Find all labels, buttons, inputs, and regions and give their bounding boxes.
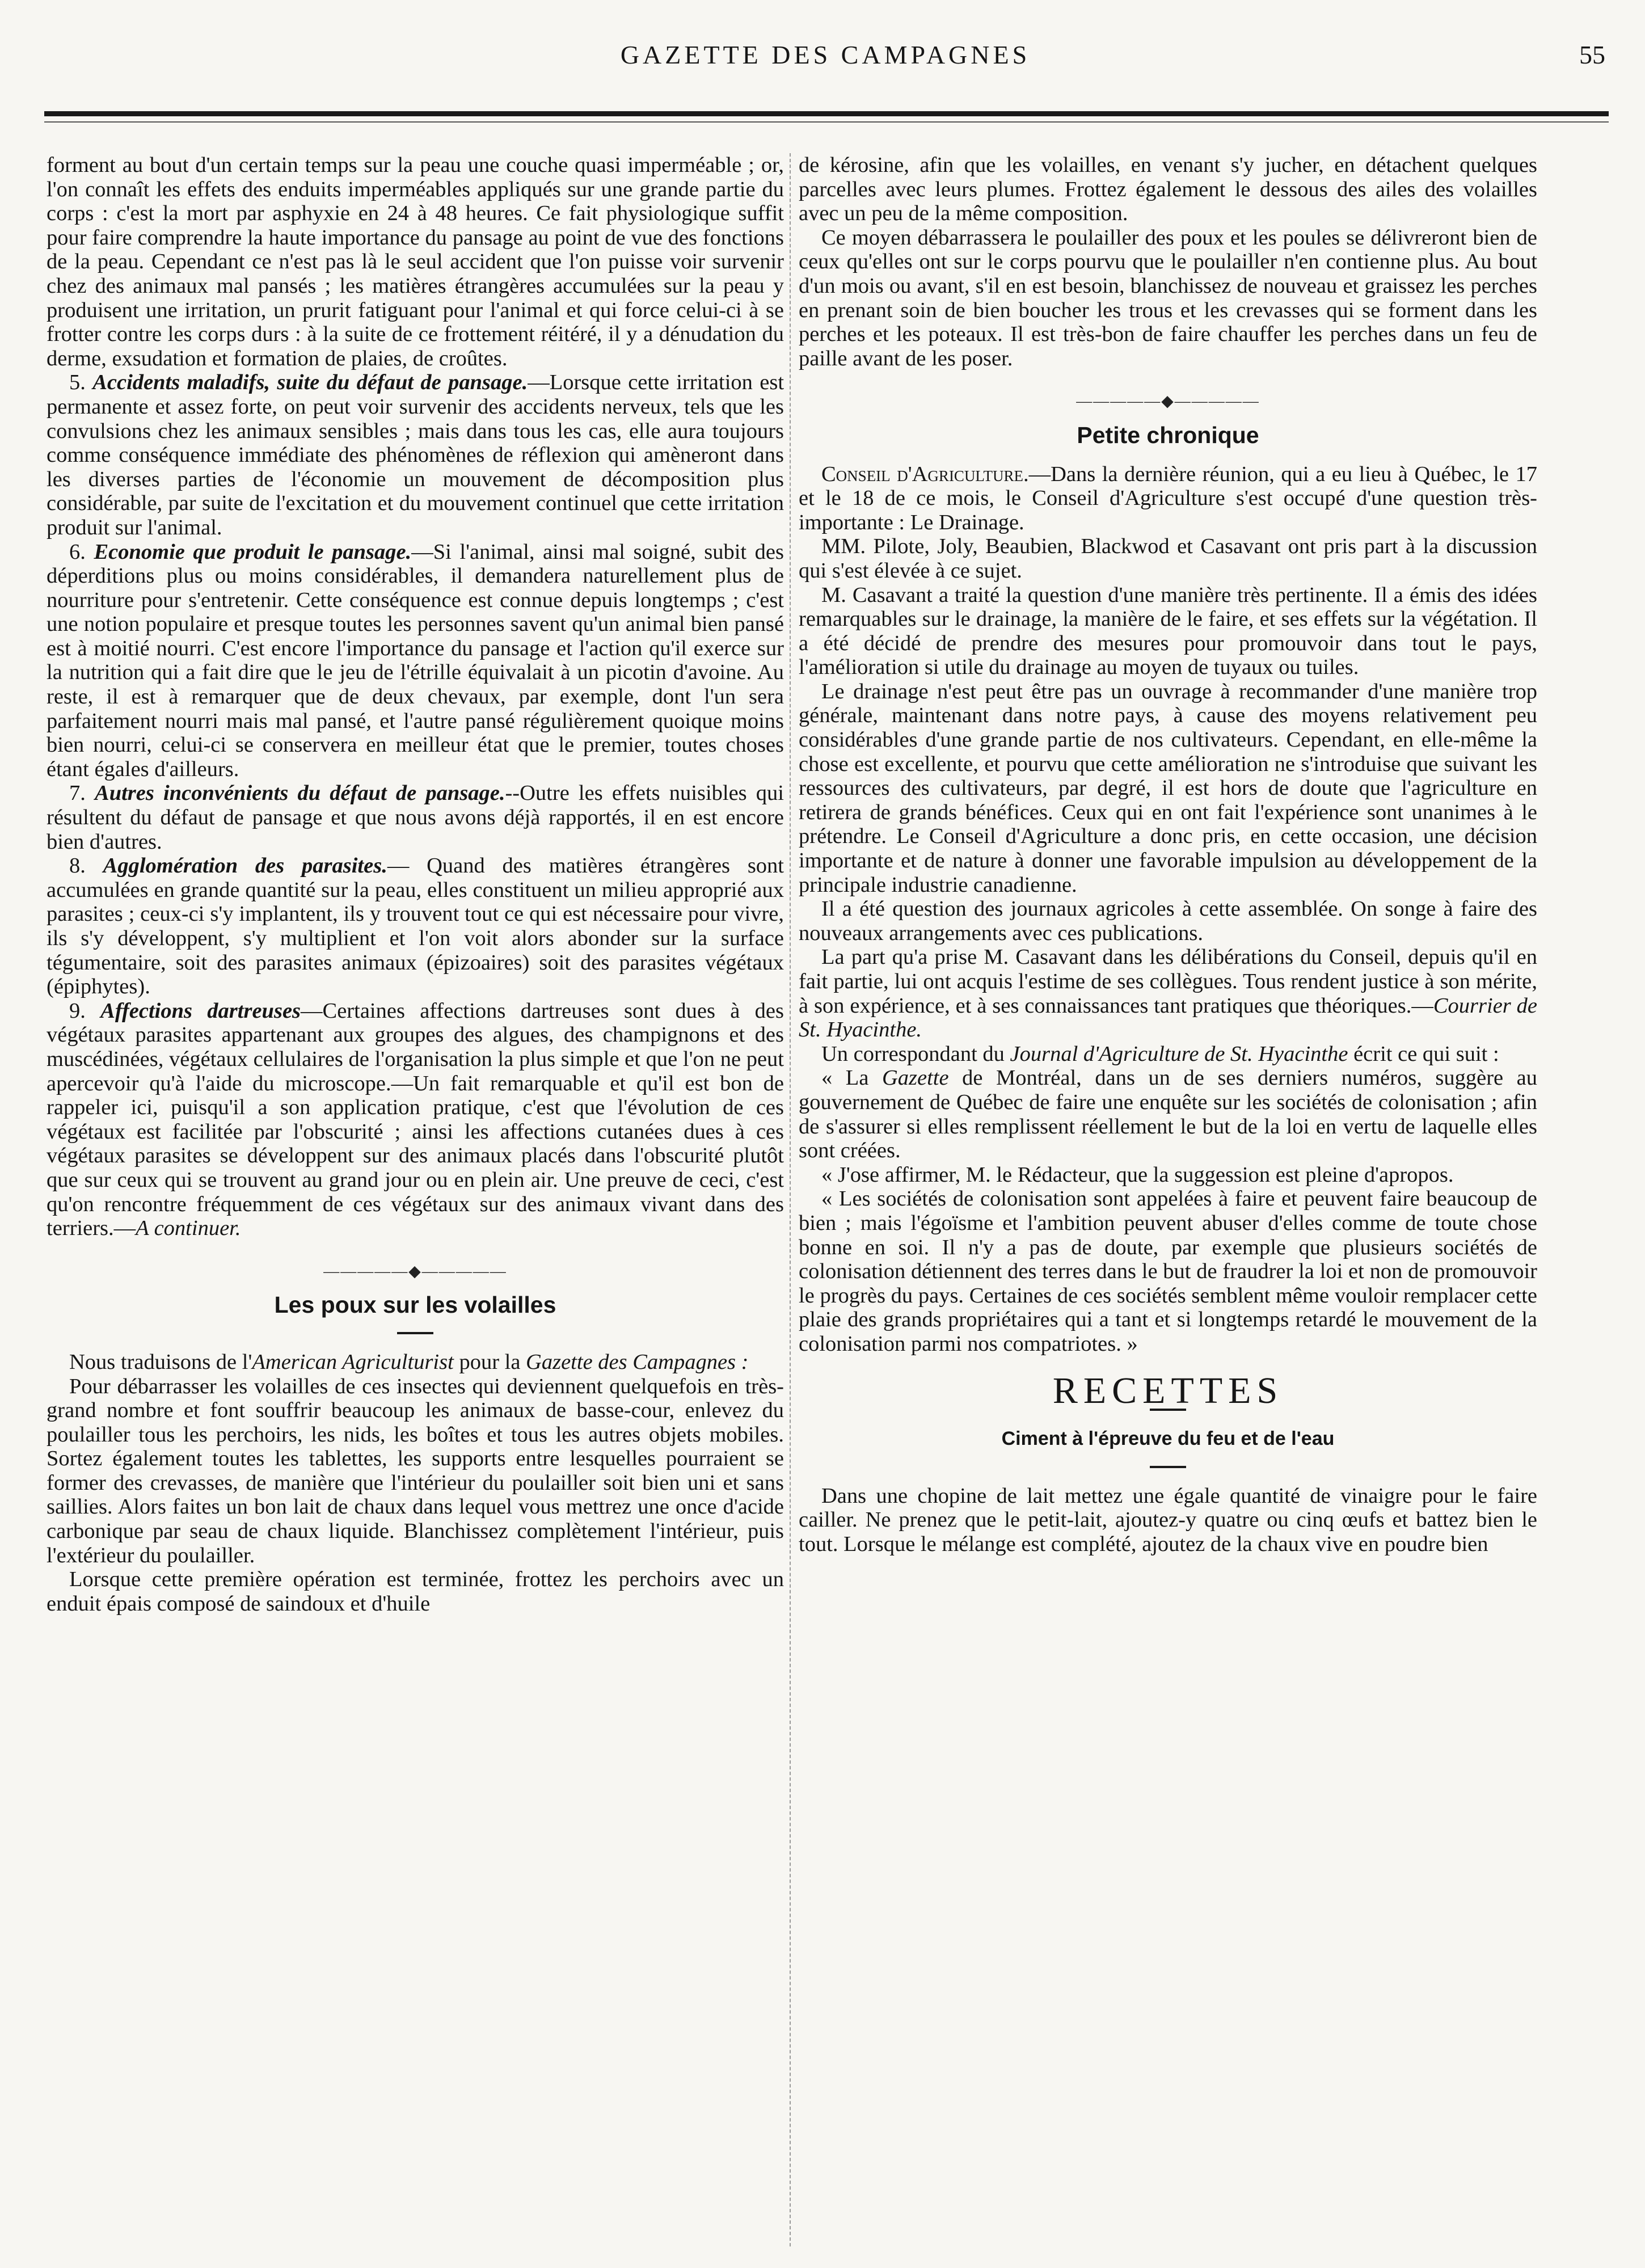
paragraph-number: 6.: [69, 539, 86, 564]
recipe-paragraph: Dans une chopine de lait mettez une égale quantité de vinaigre pour le faire cailler. Ne prenez que le petit-lait, ajoutez-y quatre ou cinq œufs et battez bien le tout. Lorsque le mélange est complété, ajoutez de la chaux vive en poudre bien: [799, 1483, 1537, 1556]
article-paragraph: de kérosine, afin que les volailles, en venant s'y jucher, en détachent quelques parcelles avec leurs plumes. Frottez également le dessous des ailes des volailles avec un peu de la même composition.: [799, 153, 1537, 226]
page-number: 55: [1579, 40, 1605, 69]
paragraph-body: —Lorsque cette irritation est permanente et assez forte, on peut voir survenir des accidents nerveux, tels que les convulsions chez les animaux sensibles ; mais dans tous les cas, elle aura toujours comme conséquence immédiate des phénomènes de réflexion qui amèneront dans les diverses parties de l'économie un mouvement de décomposition plus considérable, par suite de l'excitation et du mouvement continuel que cette irritation produit sur l'animal.: [47, 370, 784, 539]
publication-title: GAZETTE DES CAMPAGNES: [620, 40, 1031, 69]
paragraph-body: —Certaines affections dartreuses sont dues à des végétaux parasites appartenant aux groupes des algues, des champignons et des muscédinées, végétaux cellulaires de l'organisation la plus simple et que l'on ne peut apercevoir qu'à l'aide du microscope.—Un fait remarquable et qu'il est bon de rappeler ici, puisqu'il a son application pratique, c'est que l'évolution de ces végétaux est facilitée par l'obscurité ; ainsi les affections cutanées dues à ces végétaux parasites se développent sur des animaux placés dans l'obscurité plutôt que sur ceux qui se trouvent au grand jour ou en plein air. Une preuve de ceci, c'est qu'on rencontre fréquemment de ces végétaux sur des animaux vivant dans des terriers.—: [47, 998, 784, 1241]
section-title-poux: Les poux sur les volailles: [274, 1292, 556, 1318]
article-paragraph: forment au bout d'un certain temps sur la peau une couche quasi imperméable ; or, l'on connaît les effets des enduits imperméables appliqués sur une grande partie du corps : c'est la mort par asphyxie en 24 à 48 heures. Ce fait physiologique suffit pour faire comprendre la haute importance du pansage au point de vue des fonctions de la peau. Cependant ce n'est pas là le seul accident que l'on puisse voir survenir chez des animaux mal pansés ; les matières étrangères accumulées sur la peau y produisent une irritation, un prurit fatiguant pour l'animal et qui force celui-ci à se frotter contre les corps durs : à la suite de ce frottement réitéré, il y a dénudation du derme, exsudation et formation de plaies, de croûtes.: [47, 153, 784, 370]
article-paragraph: Pour débarrasser les volailles de ces insectes qui deviennent quelquefois en très-grand nombre et font souffrir beaucoup les animaux de basse-cour, enlevez du poulailler tous les perchoirs, les nids, les boîtes et tous les autres objets mobiles. Sortez également toutes les tablettes, les supports entre lesquelles pourraient se former des crevasses, de manière que l'intérieur du poulailler soit bien uni et sans saillies. Alors faites un bon lait de chaux dans lequel vous mettrez une once d'acide carbonique par seau de chaux liquide. Blanchissez complètement l'intérieur, puis l'extérieur du poulailler.: [47, 1374, 784, 1567]
paragraph-body: —Si l'animal, ainsi mal soigné, subit des déperditions plus ou moins considérables, il demandera naturellement plus de nourriture pour s'entretenir. Cette conséquence est connue depuis longtemps ; c'est une notion populaire et presque toutes les personnes savent qu'un animal bien pansé est à moitié nourri. C'est encore l'importance du pansage et l'action qu'il exerce sur la nutrition qui a fait dire que le jeu de l'étrille équivalait à un picotin d'avoine. Au reste, il est à remarquer que de deux chevaux, par exemple, dont l'un sera parfaitement nourri mais mal pansé, et l'autre pansé régulièrement quoique moins bien nourri, celui-ci se conservera en meilleur état que le premier, toutes choses étant égales d'ailleurs.: [47, 539, 784, 781]
text-run: « La: [821, 1066, 882, 1090]
chronicle-paragraph: Il a été question des journaux agricoles à cette assemblée. On songe à faire des nouveaux arrangements avec ces publications.: [799, 897, 1537, 945]
numbered-paragraph-6: [47, 540, 784, 782]
article-paragraph: [47, 1350, 784, 1375]
chronicle-paragraph: MM. Pilote, Joly, Beaubien, Blackwod et Casavant ont pris part à la discussion qui s'est élevée à ce sujet.: [799, 534, 1537, 583]
text-run: La part qu'a prise M. Casavant dans les délibérations du Conseil, depuis qu'il en fait partie, lui ont acquis l'estime de ses collègues. Tous rendent justice à son mérite, à son expérience, et à ses connaissances tant pratiques que théoriques.—: [799, 945, 1537, 1018]
numbered-paragraph-8: [47, 854, 784, 999]
running-head: [40, 40, 1611, 85]
text-run: —Dans la dernière réunion, qui a eu lieu à Québec, le 17 et le 18 de ce mois, le Conseil d'Agriculture s'est occupé d'une question très-importante : Le Drainage.: [799, 462, 1537, 534]
source-name: Gazette des Campagnes :: [526, 1350, 749, 1374]
chronicle-paragraph: [799, 1066, 1537, 1162]
left-column: [47, 153, 784, 2252]
source-name: Gazette: [881, 1066, 949, 1090]
right-column: [799, 153, 1537, 2252]
paragraph-title: Accidents maladifs, suite du défaut de pansage.: [92, 370, 528, 395]
chronicle-paragraph: [799, 1042, 1537, 1066]
source-name: American Agriculturist: [252, 1350, 454, 1374]
article-paragraph: Lorsque cette première opération est terminée, frottez les perchoirs avec un enduit épais composé de saindoux et d'huile: [47, 1567, 784, 1616]
paragraph-title: Economie que produit le pansage.: [94, 539, 412, 564]
chronicle-paragraph: [799, 462, 1537, 535]
text-run: écrit ce qui suit :: [1348, 1042, 1499, 1066]
text-run: Nous traduisons de l': [69, 1350, 252, 1374]
text-run: pour la: [453, 1350, 526, 1374]
title-rule: [1150, 1466, 1186, 1468]
column-divider: [790, 153, 791, 2246]
numbered-paragraph-7: [47, 781, 784, 854]
header-rule: [44, 111, 1609, 116]
section-ornament: —————◆—————: [323, 1262, 507, 1280]
chronicle-lead: Conseil d'Agriculture.: [821, 462, 1029, 486]
paragraph-title: Autres inconvénients du défaut de pansage.: [95, 781, 505, 806]
continuation-note: A continuer.: [136, 1216, 241, 1241]
chronicle-paragraph: « J'ose affirmer, M. le Rédacteur, que la suggession est pleine d'apropos.: [821, 1162, 1454, 1187]
paragraph-title: Agglomération des parasites.: [103, 854, 387, 878]
paragraph-body: — Quand des matières étrangères sont accumulées en grande quantité sur la peau, elles constituent un milieu approprié aux parasites ; ceux-ci s'y implantent, ils y trouvent tout ce qui est nécessaire pour vivre, ils s'y développent, s'y multiplient et l'on voit alors abonder sur la surface tégumentaire, soit des parasites animaux (épizoaires) soit des parasites végétaux (épiphytes).: [47, 854, 784, 999]
recipe-subtitle: Ciment à l'épreuve du feu et de l'eau: [1001, 1428, 1335, 1450]
section-title-chronique: Petite chronique: [1077, 421, 1259, 448]
paragraph-number: 8.: [69, 854, 86, 878]
source-name: Courrier de St. Hyacinthe.: [799, 993, 1537, 1042]
header-rule-thin: [44, 121, 1609, 123]
source-name: Journal d'Agriculture de St. Hyacinthe: [1010, 1042, 1348, 1066]
numbered-paragraph-9: [47, 999, 784, 1241]
paragraph-body: --Outre les effets nuisibles qui résultent du défaut de pansage et que nous avons déjà rapportés, il en est encore bien d'autres.: [47, 781, 784, 854]
section-ornament: —————◆—————: [1076, 393, 1260, 411]
chronicle-paragraph: M. Casavant a traité la question d'une manière très pertinente. Il a émis des idées remarquables sur le drainage, la manière de le faire, et ses effets sur la végétation. Il a été décidé de prendre des mesures pour promouvoir dans tout le pays, l'amélioration si utile du drainage au moyen de tuyaux ou tuiles.: [799, 583, 1537, 680]
paragraph-number: 9.: [69, 998, 86, 1023]
numbered-paragraph-5: [47, 370, 784, 539]
paragraph-number: 7.: [69, 781, 86, 806]
chronicle-paragraph: « Les sociétés de colonisation sont appelées à faire et peuvent faire beaucoup de bien ; mais l'égoïsme et l'ambition peuvent abuser d'elles comme de toute chose bonne en soi. Il n'y a pas de doute, par exemple que plusieurs sociétés de colonisation détiennent des terres dans le but de fraudrer la loi et non de promouvoir le progrès du pays. Certaines de ces sociétés semblent même vouloir remplacer cette plaie des grands propriétaires qui a tant et si longtemps retardé le mouvement de la colonisation parmi nos compatriotes. »: [799, 1187, 1537, 1356]
section-title-recettes: RECETTES: [1052, 1369, 1284, 1411]
text-run: Un correspondant du: [821, 1042, 1010, 1066]
paragraph-title: Affections dartreuses: [100, 998, 301, 1023]
title-rule: [397, 1332, 433, 1334]
article-paragraph: Ce moyen débarrassera le poulailler des poux et les poules se délivreront bien de ceux qu'elles ont sur le corps pourvu que le poulailler n'en contienne plus. Au bout d'un mois ou avant, s'il en est besoin, blanchissez de nouveau et graissez les perches en prenant soin de bien boucher les trous et les crevasses qui se forment dans les perches et les poteaux. Il est très-bon de faire chauffer les perches dans un feu de paille avant de les poser.: [799, 225, 1537, 370]
chronicle-paragraph: [799, 945, 1537, 1042]
text-run: de Montréal, dans un de ses derniers numéros, suggère au gouvernement de Québec de faire une enquête sur les sociétés de colonisation ; afin de s'assurer si elles remplissent réellement le but de la loi en vertu de laquelle elles sont créées.: [799, 1066, 1537, 1163]
chronicle-paragraph: Le drainage n'est peut être pas un ouvrage à recommander d'une manière trop générale, maintenant dans notre pays, à cause des moyens relativement peu considérables d'une grande partie de nos cultivateurs. Cependant, en elle-même la chose est excellente, et pourvu que cette amélioration ne s'introduise que suivant les ressources des cultivateurs, par degré, il est hors de doute que l'agriculture en retirera de grands bénéfices. Ceux qui en ont fait l'expérience sont unanimes à le prétendre. Le Conseil d'Agriculture a donc pris, en cette occasion, une décision importante et de nature à donner une favorable impulsion au développement de la principale industrie canadienne.: [799, 679, 1537, 897]
paragraph-number: 5.: [69, 370, 86, 395]
